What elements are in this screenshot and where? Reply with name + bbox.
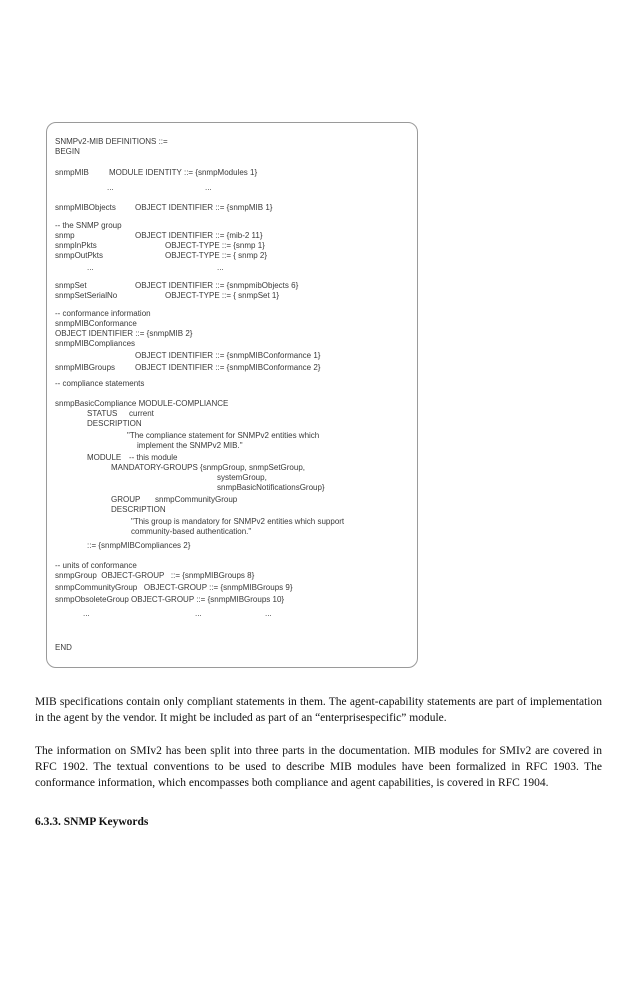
code-comment: -- units of conformance	[55, 561, 137, 570]
code-line: DESCRIPTION	[87, 419, 142, 428]
code-line: OBJECT IDENTIFIER ::= {mib-2 11}	[135, 231, 263, 240]
code-line: ::= {snmpMIBCompliances 2}	[87, 541, 191, 550]
code-line: snmpMIBCompliances	[55, 339, 136, 348]
code-line: implement the SNMPv2 MIB."	[137, 441, 243, 450]
code-line: "This group is mandatory for SNMPv2 entities which support	[131, 517, 345, 526]
code-line: snmpOutPkts	[55, 251, 104, 260]
code-comment: -- the SNMP group	[55, 221, 122, 230]
mib-definition-figure	[46, 122, 418, 668]
code-line: "The compliance statement for SNMPv2 entities which	[127, 431, 320, 440]
code-line: SNMPv2-MIB DEFINITIONS ::=	[55, 137, 168, 146]
code-line: OBJECT IDENTIFIER ::= {snmpMIBConformance 1}	[135, 351, 321, 360]
code-ellipsis: ...	[205, 183, 212, 192]
code-line: snmpCommunityGroup	[155, 495, 238, 504]
code-line: snmpObsoleteGroup OBJECT-GROUP ::= {snmpMIBGroups 10}	[55, 595, 285, 604]
code-ellipsis: ...	[87, 263, 94, 272]
section-heading: 6.3.3. SNMP Keywords	[35, 816, 149, 828]
code-line: snmpBasicNotificationsGroup}	[217, 483, 325, 492]
code-line: BEGIN	[55, 147, 80, 156]
code-line: snmpGroup OBJECT-GROUP ::= {snmpMIBGroups 8}	[55, 571, 255, 580]
code-line: -- this module	[129, 453, 178, 462]
code-comment: -- compliance statements	[55, 379, 145, 388]
code-line: MODULE IDENTITY ::= {snmpModules 1}	[109, 168, 258, 177]
code-line: snmpSet	[55, 281, 87, 290]
code-ellipsis: ...	[217, 263, 224, 272]
code-ellipsis: ...	[195, 609, 202, 618]
code-line: MODULE	[87, 453, 122, 462]
code-line: OBJECT IDENTIFIER ::= {snmpMIB 2}	[55, 329, 193, 338]
code-line: OBJECT-TYPE ::= { snmp 2}	[165, 251, 268, 260]
code-line: snmpCommunityGroup OBJECT-GROUP ::= {snmpMIBGroups 9}	[55, 583, 293, 592]
code-line: snmpMIBObjects	[55, 203, 116, 212]
code-line: snmpBasicCompliance MODULE-COMPLIANCE	[55, 399, 229, 408]
code-line: snmpMIBGroups	[55, 363, 116, 372]
paragraph-mib-specifications: MIB specifications contain only compliant statements in them. The agent-capability statements are part of implementation in the agent by the vendor. It might be included as part of an “enterprisespecific” module.	[35, 696, 602, 724]
code-line: END	[55, 643, 72, 652]
paragraph-smiv2-documentation: The information on SMIv2 has been split into three parts in the documentation. MIB modules for SMIv2 are covered in RFC 1902. The textual conventions to be used to describe MIB modules have been formalized in RFC 1903. The conformance information, which encompasses both compliance and agent capabilities, is covered in RFC 1904.	[35, 745, 602, 789]
code-line: MANDATORY-GROUPS {snmpGroup, snmpSetGroup,	[111, 463, 305, 472]
code-line: GROUP	[111, 495, 141, 504]
code-ellipsis: ...	[265, 609, 272, 618]
code-line: snmpMIB	[55, 168, 89, 177]
code-line: snmp	[55, 231, 75, 240]
code-ellipsis: ...	[83, 609, 90, 618]
code-line: community-based authentication."	[131, 527, 252, 536]
code-line: STATUS	[87, 409, 118, 418]
code-line: snmpMIBConformance	[55, 319, 137, 328]
code-comment: -- conformance information	[55, 309, 151, 318]
code-line: OBJECT IDENTIFIER ::= {snmpMIB 1}	[135, 203, 273, 212]
code-line: current	[129, 409, 154, 418]
code-ellipsis: ...	[107, 183, 114, 192]
code-line: OBJECT IDENTIFIER ::= {snmpmibObjects 6}	[135, 281, 299, 290]
code-line: snmpSetSerialNo	[55, 291, 118, 300]
code-line: systemGroup,	[217, 473, 267, 482]
code-line: OBJECT-TYPE ::= { snmpSet 1}	[165, 291, 280, 300]
code-line: OBJECT IDENTIFIER ::= {snmpMIBConformance 2}	[135, 363, 321, 372]
code-line: OBJECT-TYPE ::= {snmp 1}	[165, 241, 265, 250]
code-line: snmpInPkts	[55, 241, 97, 250]
code-line: DESCRIPTION	[111, 505, 166, 514]
